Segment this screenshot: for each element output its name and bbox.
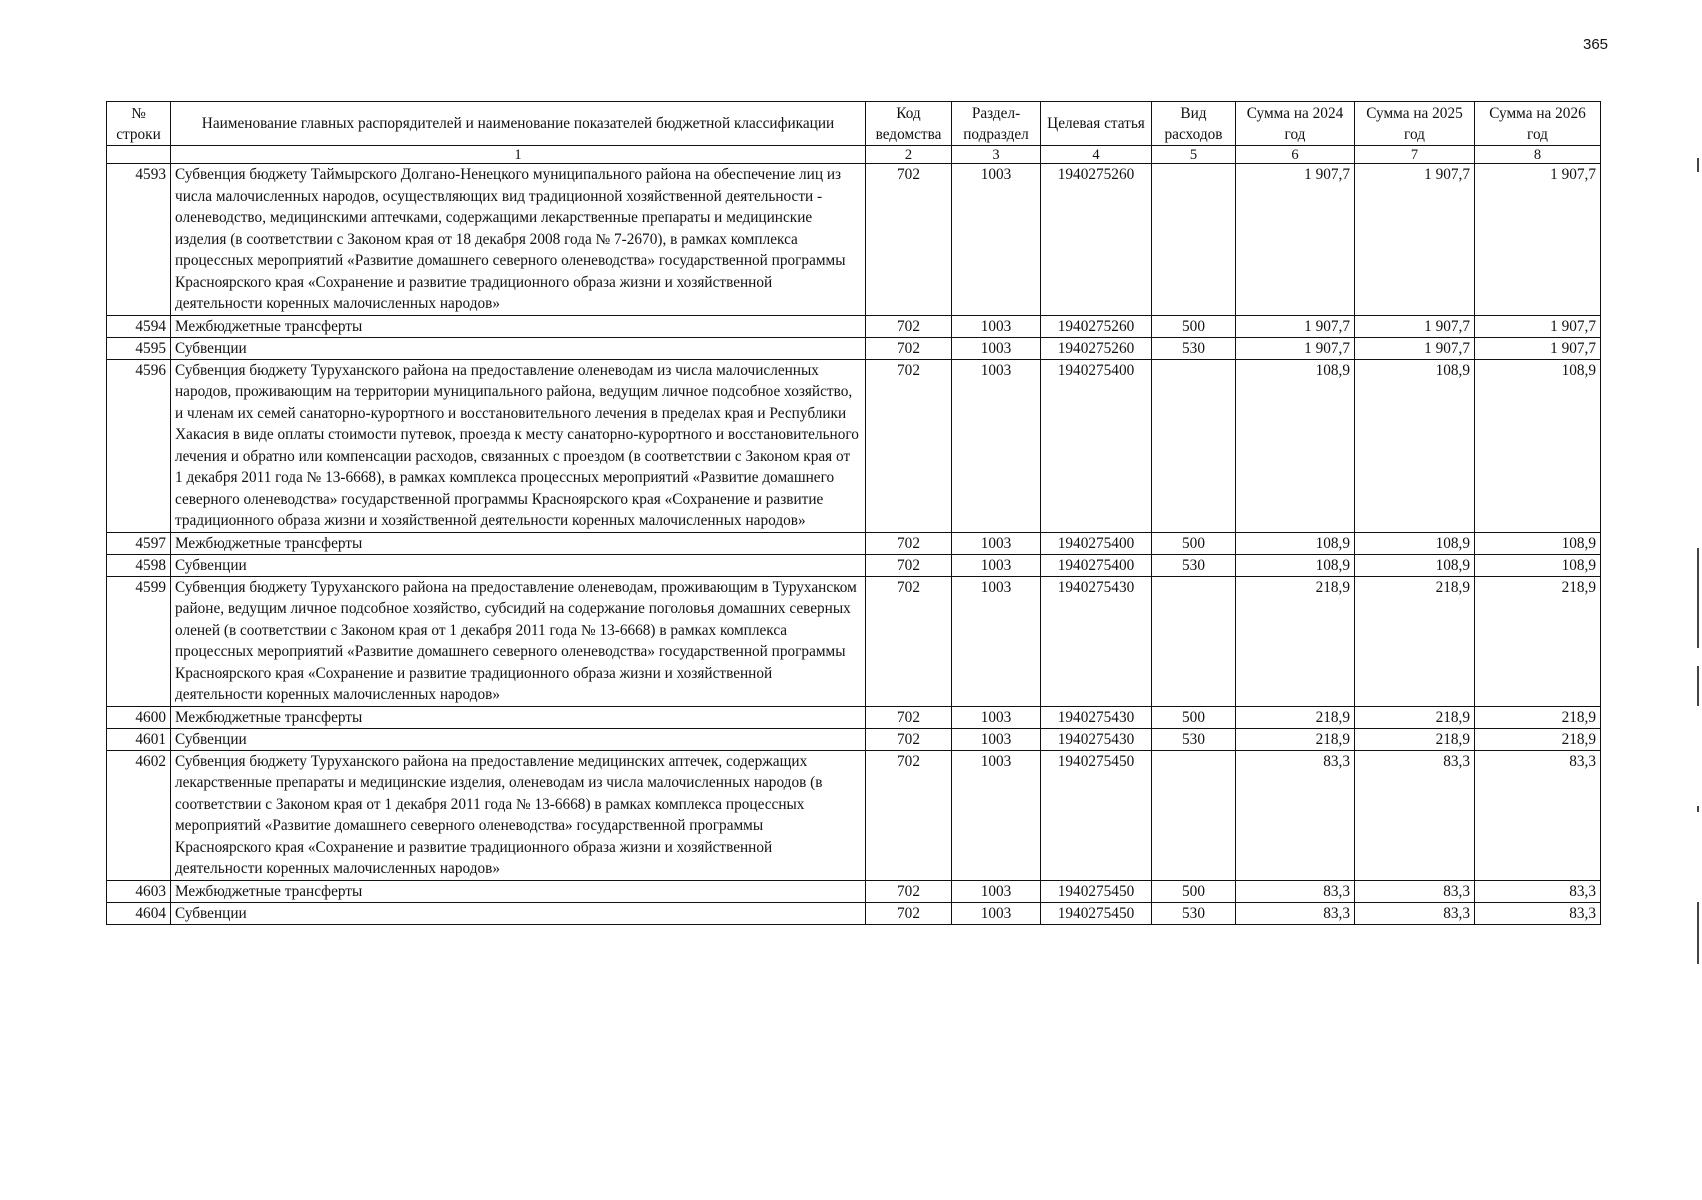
row-number: 4596 [107, 359, 171, 532]
header-sum-2026: Сумма на 2026 год [1475, 102, 1601, 146]
target-code: 1940275400 [1041, 554, 1152, 576]
sum-2024: 83,3 [1236, 902, 1355, 924]
row-name: Субвенции [171, 728, 866, 750]
column-number: 7 [1355, 146, 1475, 164]
section-code: 1003 [952, 164, 1041, 316]
row-name: Субвенции [171, 337, 866, 359]
column-number: 3 [952, 146, 1041, 164]
row-number: 4604 [107, 902, 171, 924]
sum-2026: 108,9 [1475, 532, 1601, 554]
sum-2025: 218,9 [1355, 576, 1475, 706]
dept-code: 702 [866, 706, 952, 728]
row-number: 4600 [107, 706, 171, 728]
target-code: 1940275400 [1041, 532, 1152, 554]
row-number: 4594 [107, 315, 171, 337]
target-code: 1940275430 [1041, 706, 1152, 728]
header-name: Наименование главных распорядителей и наименование показателей бюджетной классификации [171, 102, 866, 146]
row-number: 4597 [107, 532, 171, 554]
expense-type [1152, 750, 1236, 880]
sum-2025: 218,9 [1355, 728, 1475, 750]
row-name: Субвенция бюджету Туруханского района на предоставление оленеводам из числа малочисленных народов, проживающим на территории муниципального района, ведущим личное подсобное хозяйство, и членам их семей санаторно-курортного и восстановительного лечения в пределах края и Республики Хакасия в виде оплаты стоимости путевок, проезда к месту санаторно-курортного и восстановительного лечения и обратно или компенсации расходов, связанных с проездом (в соответствии с Законом края от 1 декабря 2011 года № 13-6668), в рамках комплекса процессных мероприятий «Развитие домашнего северного оленеводства» государственной программы Красноярского края «Сохранение и развитие традиционного образа жизни и хозяйственной деятельности коренных малочисленных народов» [171, 359, 866, 532]
dept-code: 702 [866, 359, 952, 532]
sum-2025: 1 907,7 [1355, 337, 1475, 359]
table-row [107, 359, 1601, 532]
dept-code: 702 [866, 880, 952, 902]
expense-type: 500 [1152, 880, 1236, 902]
column-number-row [107, 146, 1601, 164]
header-target: Целевая статья [1041, 102, 1152, 146]
margin-mark [1697, 666, 1699, 706]
sum-2026: 218,9 [1475, 706, 1601, 728]
dept-code: 702 [866, 315, 952, 337]
sum-2024: 1 907,7 [1236, 337, 1355, 359]
dept-code: 702 [866, 750, 952, 880]
expense-type [1152, 164, 1236, 316]
row-number: 4602 [107, 750, 171, 880]
sum-2026: 108,9 [1475, 359, 1601, 532]
table-row [107, 315, 1601, 337]
section-code: 1003 [952, 359, 1041, 532]
dept-code: 702 [866, 728, 952, 750]
sum-2026: 218,9 [1475, 576, 1601, 706]
expense-type: 530 [1152, 337, 1236, 359]
row-name: Субвенции [171, 902, 866, 924]
row-name: Субвенции [171, 554, 866, 576]
sum-2024: 83,3 [1236, 880, 1355, 902]
expense-type [1152, 359, 1236, 532]
expense-type: 500 [1152, 315, 1236, 337]
column-number: 8 [1475, 146, 1601, 164]
sum-2026: 1 907,7 [1475, 315, 1601, 337]
table-row [107, 576, 1601, 706]
sum-2025: 83,3 [1355, 750, 1475, 880]
sum-2024: 83,3 [1236, 750, 1355, 880]
row-name: Межбюджетные трансферты [171, 315, 866, 337]
header-section: Раздел-подраздел [952, 102, 1041, 146]
table-header-row [107, 102, 1601, 146]
sum-2024: 108,9 [1236, 554, 1355, 576]
row-name: Межбюджетные трансферты [171, 532, 866, 554]
expense-type: 530 [1152, 728, 1236, 750]
sum-2025: 1 907,7 [1355, 315, 1475, 337]
row-name: Субвенция бюджету Таймырского Долгано-Ненецкого муниципального района на обеспечение лиц из числа малочисленных народов, осуществляющих вид традиционной хозяйственной деятельности - оленеводство, медицинскими аптечками, содержащими лекарственные препараты и медицинские изделия (в соответствии с Законом края от 18 декабря 2008 года № 7-2670), в рамках комплекса процессных мероприятий «Развитие домашнего северного оленеводства» государственной программы Красноярского края «Сохранение и развитие традиционного образа жизни и хозяйственной деятельности коренных малочисленных народов» [171, 164, 866, 316]
target-code: 1940275430 [1041, 576, 1152, 706]
sum-2026: 83,3 [1475, 750, 1601, 880]
header-row-number: № строки [107, 102, 171, 146]
target-code: 1940275450 [1041, 902, 1152, 924]
row-number: 4603 [107, 880, 171, 902]
dept-code: 702 [866, 532, 952, 554]
sum-2026: 83,3 [1475, 880, 1601, 902]
table-row [107, 880, 1601, 902]
header-sum-2025: Сумма на 2025 год [1355, 102, 1475, 146]
expense-type: 530 [1152, 554, 1236, 576]
section-code: 1003 [952, 532, 1041, 554]
section-code: 1003 [952, 337, 1041, 359]
row-number: 4599 [107, 576, 171, 706]
sum-2024: 1 907,7 [1236, 164, 1355, 316]
column-number: 2 [866, 146, 952, 164]
expense-type: 500 [1152, 706, 1236, 728]
section-code: 1003 [952, 750, 1041, 880]
sum-2026: 1 907,7 [1475, 337, 1601, 359]
column-number: 1 [171, 146, 866, 164]
target-code: 1940275260 [1041, 315, 1152, 337]
expense-type: 530 [1152, 902, 1236, 924]
table-row [107, 902, 1601, 924]
row-number: 4598 [107, 554, 171, 576]
sum-2025: 83,3 [1355, 880, 1475, 902]
sum-2026: 218,9 [1475, 728, 1601, 750]
section-code: 1003 [952, 706, 1041, 728]
section-code: 1003 [952, 315, 1041, 337]
sum-2024: 108,9 [1236, 359, 1355, 532]
table-row [107, 337, 1601, 359]
table-row [107, 532, 1601, 554]
margin-mark [1697, 902, 1699, 964]
row-number: 4601 [107, 728, 171, 750]
target-code: 1940275450 [1041, 880, 1152, 902]
sum-2025: 83,3 [1355, 902, 1475, 924]
dept-code: 702 [866, 164, 952, 316]
table-row [107, 750, 1601, 880]
column-number: 4 [1041, 146, 1152, 164]
table-row [107, 728, 1601, 750]
expense-type: 500 [1152, 532, 1236, 554]
section-code: 1003 [952, 554, 1041, 576]
sum-2024: 108,9 [1236, 532, 1355, 554]
target-code: 1940275260 [1041, 164, 1152, 316]
sum-2025: 1 907,7 [1355, 164, 1475, 316]
dept-code: 702 [866, 576, 952, 706]
row-name: Межбюджетные трансферты [171, 706, 866, 728]
sum-2026: 83,3 [1475, 902, 1601, 924]
target-code: 1940275400 [1041, 359, 1152, 532]
section-code: 1003 [952, 576, 1041, 706]
target-code: 1940275430 [1041, 728, 1152, 750]
sum-2024: 218,9 [1236, 728, 1355, 750]
row-name: Межбюджетные трансферты [171, 880, 866, 902]
table-row [107, 554, 1601, 576]
margin-mark [1697, 548, 1699, 648]
column-number [107, 146, 171, 164]
sum-2025: 108,9 [1355, 532, 1475, 554]
page-number: 365 [1583, 36, 1609, 53]
expense-type [1152, 576, 1236, 706]
header-dept-code: Код ведомства [866, 102, 952, 146]
margin-mark [1697, 806, 1699, 812]
column-number: 5 [1152, 146, 1236, 164]
sum-2025: 218,9 [1355, 706, 1475, 728]
row-number: 4595 [107, 337, 171, 359]
budget-table [106, 101, 1601, 925]
target-code: 1940275450 [1041, 750, 1152, 880]
row-name: Субвенция бюджету Туруханского района на предоставление оленеводам, проживающим в Туруханском районе, ведущим личное подсобное хозяйство, субсидий на содержание поголовья домашних северных оленей (в соответствии с Законом края от 1 декабря 2011 года № 13-6668) в рамках комплекса процессных мероприятий «Развитие домашнего северного оленеводства» государственной программы Красноярского края «Сохранение и развитие традиционного образа жизни и хозяйственной деятельности коренных малочисленных народов» [171, 576, 866, 706]
table-row [107, 164, 1601, 316]
column-number: 6 [1236, 146, 1355, 164]
row-number: 4593 [107, 164, 171, 316]
target-code: 1940275260 [1041, 337, 1152, 359]
sum-2024: 218,9 [1236, 576, 1355, 706]
section-code: 1003 [952, 902, 1041, 924]
table-row [107, 706, 1601, 728]
row-name: Субвенция бюджету Туруханского района на предоставление медицинских аптечек, содержащих лекарственные препараты и медицинские изделия, оленеводам из числа малочисленных народов (в соответствии с Законом края от 1 декабря 2011 года № 13-6668) в рамках комплекса процессных мероприятий «Развитие домашнего северного оленеводства» государственной программы Красноярского края «Сохранение и развитие традиционного образа жизни и хозяйственной деятельности коренных малочисленных народов» [171, 750, 866, 880]
dept-code: 702 [866, 902, 952, 924]
margin-mark [1697, 158, 1699, 172]
sum-2024: 1 907,7 [1236, 315, 1355, 337]
section-code: 1003 [952, 728, 1041, 750]
sum-2026: 1 907,7 [1475, 164, 1601, 316]
header-sum-2024: Сумма на 2024 год [1236, 102, 1355, 146]
sum-2025: 108,9 [1355, 359, 1475, 532]
sum-2025: 108,9 [1355, 554, 1475, 576]
dept-code: 702 [866, 337, 952, 359]
header-expense-type: Вид расходов [1152, 102, 1236, 146]
sum-2026: 108,9 [1475, 554, 1601, 576]
section-code: 1003 [952, 880, 1041, 902]
sum-2024: 218,9 [1236, 706, 1355, 728]
dept-code: 702 [866, 554, 952, 576]
